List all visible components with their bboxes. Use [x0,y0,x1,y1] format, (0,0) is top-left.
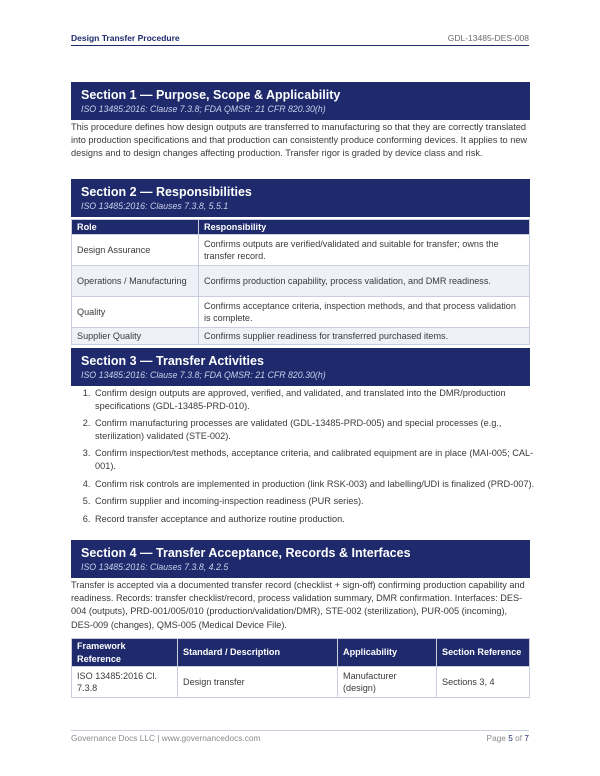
responsibility-cell: Confirms acceptance criteria, inspection methods, and that process validation is complete. [199,297,530,328]
responsibility-cell: Confirms production capability, process validation, and DMR readiness. [199,266,530,297]
section-3-heading: Section 3 — Transfer Activities [81,354,264,368]
column-header-standard-description: Standard / Description [178,639,338,667]
table-header-row [72,220,530,235]
table-row [72,297,530,328]
section-1-reference: ISO 13485:2016: Clause 7.3.8; FDA QMSR: 21 CFR 820.30(h) [81,104,326,114]
applicability-cell: Manufacturer (design) [338,667,437,698]
role-cell: Supplier Quality [72,328,199,345]
section-4-heading: Section 4 — Transfer Acceptance, Records & Interfaces [81,546,411,560]
responsibilities-table [71,219,530,345]
section-2-heading: Section 2 — Responsibilities [81,185,252,199]
section-2-reference: ISO 13485:2016: Clauses 7.3.8, 5.5.1 [81,201,229,211]
section-4-header [71,540,530,578]
document-title: Design Transfer Procedure [71,33,180,43]
list-item: 2. Confirm manufacturing processes are validated (GDL-13485-PRD-005) and special processes (e.g., sterilization) validated (STE-002). [93,417,552,442]
column-header-role: Role [72,220,199,235]
column-header-applicability: Applicability [338,639,437,667]
table-header-row [72,639,530,667]
section-reference-cell: Sections 3, 4 [437,667,530,698]
total-pages: 7 [524,733,529,743]
column-header-section-reference: Section Reference [437,639,530,667]
standard-description-cell: Design transfer [178,667,338,698]
current-page: 5 [508,733,513,743]
section-4-reference: ISO 13485:2016: Clauses 7.3.8, 4.2.5 [81,562,229,572]
column-header-responsibility: Responsibility [199,220,530,235]
list-item: 6. Record transfer acceptance and authorize routine production. [93,513,552,526]
page-of: of [512,733,525,743]
page-header [71,31,529,46]
responsibility-cell: Confirms supplier readiness for transferred purchased items. [199,328,530,345]
page-prefix: Page [486,733,509,743]
section-4-body: Transfer is accepted via a documented transfer record (checklist + sign-off) confirming production capability and readiness. Records: transfer checklist/record, process validation summary, DMR confirmation. Interfaces: DES-004 (outputs), PRD-001/005/010 (production/validation/DMR), STE-002 (sterilization), PUR-005 (incoming), DES-009 (changes), QMS-005 (Medical Device File). [71,580,525,630]
role-cell: Design Assurance [72,235,199,266]
section-1-heading: Section 1 — Purpose, Scope & Applicability [81,88,341,102]
role-cell: Operations / Manufacturing [72,266,199,297]
framework-reference-cell: ISO 13485:2016 Cl. 7.3.8 [72,667,178,698]
footer-company: Governance Docs LLC | www.governancedocs.com [71,733,261,743]
responsibility-cell: Confirms outputs are verified/validated and suitable for transfer; owns the transfer record. [199,235,530,266]
table-row [72,266,530,297]
document-code: GDL-13485-DES-008 [447,33,529,43]
table-row [72,667,530,698]
table-row [72,235,530,266]
section-1-header [71,82,530,120]
section-3-header [71,348,530,386]
section-3-reference: ISO 13485:2016: Clause 7.3.8; FDA QMSR: 21 CFR 820.30(h) [81,370,326,380]
page-number [487,733,529,743]
list-item: 4. Confirm risk controls are implemented in production (link RSK-003) and labelling/UDI is finalized (PRD-007). [93,478,552,491]
list-item: 5. Confirm supplier and incoming-inspection readiness (PUR series). [93,495,552,508]
list-item: 1. Confirm design outputs are approved, verified, and validated, and translated into the DMR/production specifications (GDL-13485-PRD-010). [93,387,552,412]
list-item: 3. Confirm inspection/test methods, acceptance criteria, and calibrated equipment are in place (MAI-005; CAL-001). [93,447,552,472]
page-footer [71,730,529,743]
column-header-framework-reference: Framework Reference [72,639,178,667]
section-1-body: This procedure defines how design outputs are transferred to manufacturing so that they are correctly translated into production specifications and that production can consistently produce conforming devices. It applies to new designs and to design changes affecting production. Transfer rigor is graded by device class and risk. [71,122,528,159]
table-row [72,328,530,345]
section-2-header [71,179,530,217]
role-cell: Quality [72,297,199,328]
framework-reference-table [71,638,530,698]
transfer-activities-list [71,387,552,531]
